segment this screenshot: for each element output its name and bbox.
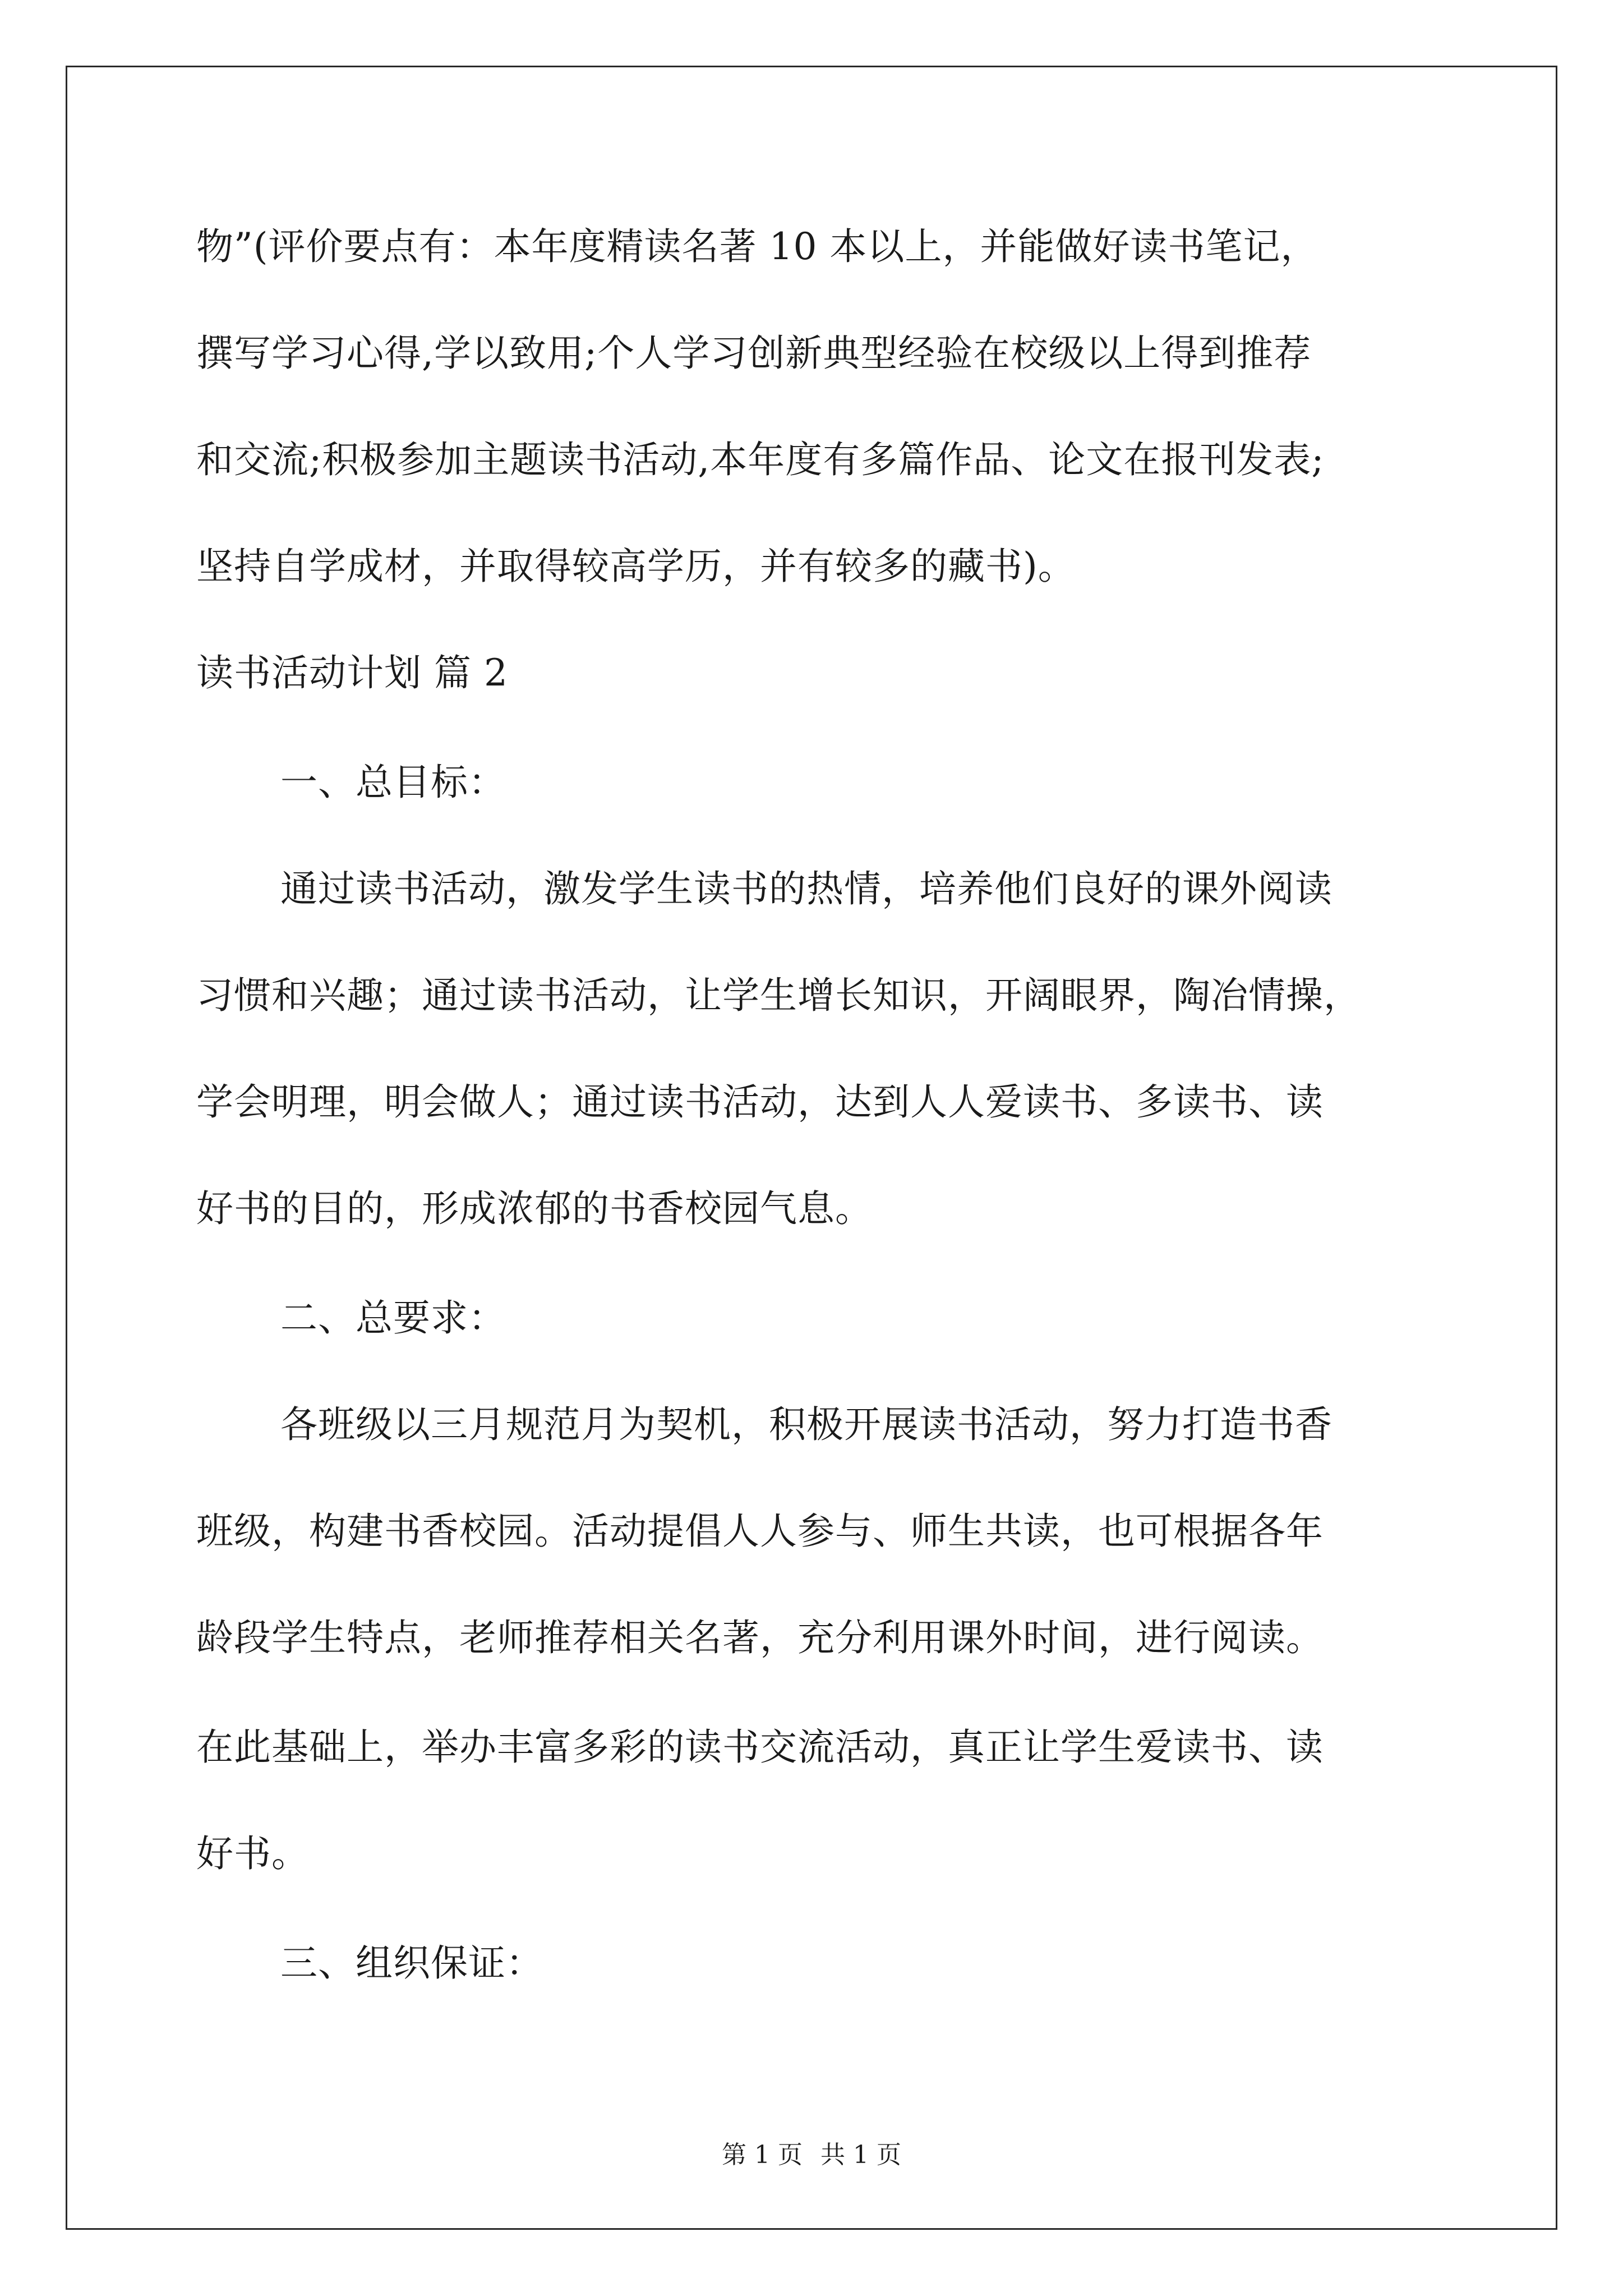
paragraph-line: 在此基础上，举办丰富多彩的读书交流活动，真正让学生爱读书、读 (196, 1726, 1324, 1769)
page-footer (0, 2134, 1623, 2170)
paragraph-line: 各班级以三月规范月为契机，积极开展读书活动，努力打造书香 (280, 1403, 1332, 1446)
page-total: 共 1 页 (820, 2141, 901, 2169)
section-heading: 二、总要求： (280, 1296, 506, 1340)
section-title: 读书活动计划 篇 2 (196, 651, 508, 694)
paragraph-line: 好书的目的，形成浓郁的书香校园气息。 (196, 1187, 873, 1230)
paragraph-line: 学会明理，明会做人；通过读书活动，达到人人爱读书、多读书、读 (196, 1080, 1324, 1124)
paragraph-line: 坚持自学成材，并取得较高学历，并有较多的藏书)。 (196, 545, 1076, 588)
paragraph-line: 撰写学习心得,学以致用;个人学习创新典型经验在校级以上得到推荐 (196, 332, 1312, 375)
page-border (66, 66, 1557, 2230)
paragraph-line: 班级，构建书香校园。活动提倡人人参与、师生共读，也可根据各年 (196, 1510, 1324, 1553)
paragraph-line: 习惯和兴趣；通过读书活动，让学生增长知识，开阔眼界，陶冶情操， (196, 974, 1361, 1017)
paragraph-line: 通过读书活动，激发学生读书的热情，培养他们良好的课外阅读 (280, 867, 1332, 910)
paragraph-line: 物”(评价要点有：本年度精读名著 10 本以上，并能做好读书笔记， (196, 225, 1318, 268)
paragraph-line: 龄段学生特点，老师推荐相关名著，充分利用课外时间，进行阅读。 (196, 1616, 1324, 1659)
page-number: 第 1 页 (722, 2141, 803, 2169)
paragraph-line: 好书。 (196, 1832, 309, 1875)
paragraph-line: 和交流;积极参加主题读书活动,本年度有多篇作品、论文在报刊发表; (196, 438, 1325, 481)
section-heading: 一、总目标： (280, 761, 506, 804)
section-heading: 三、组织保证： (280, 1941, 543, 1985)
